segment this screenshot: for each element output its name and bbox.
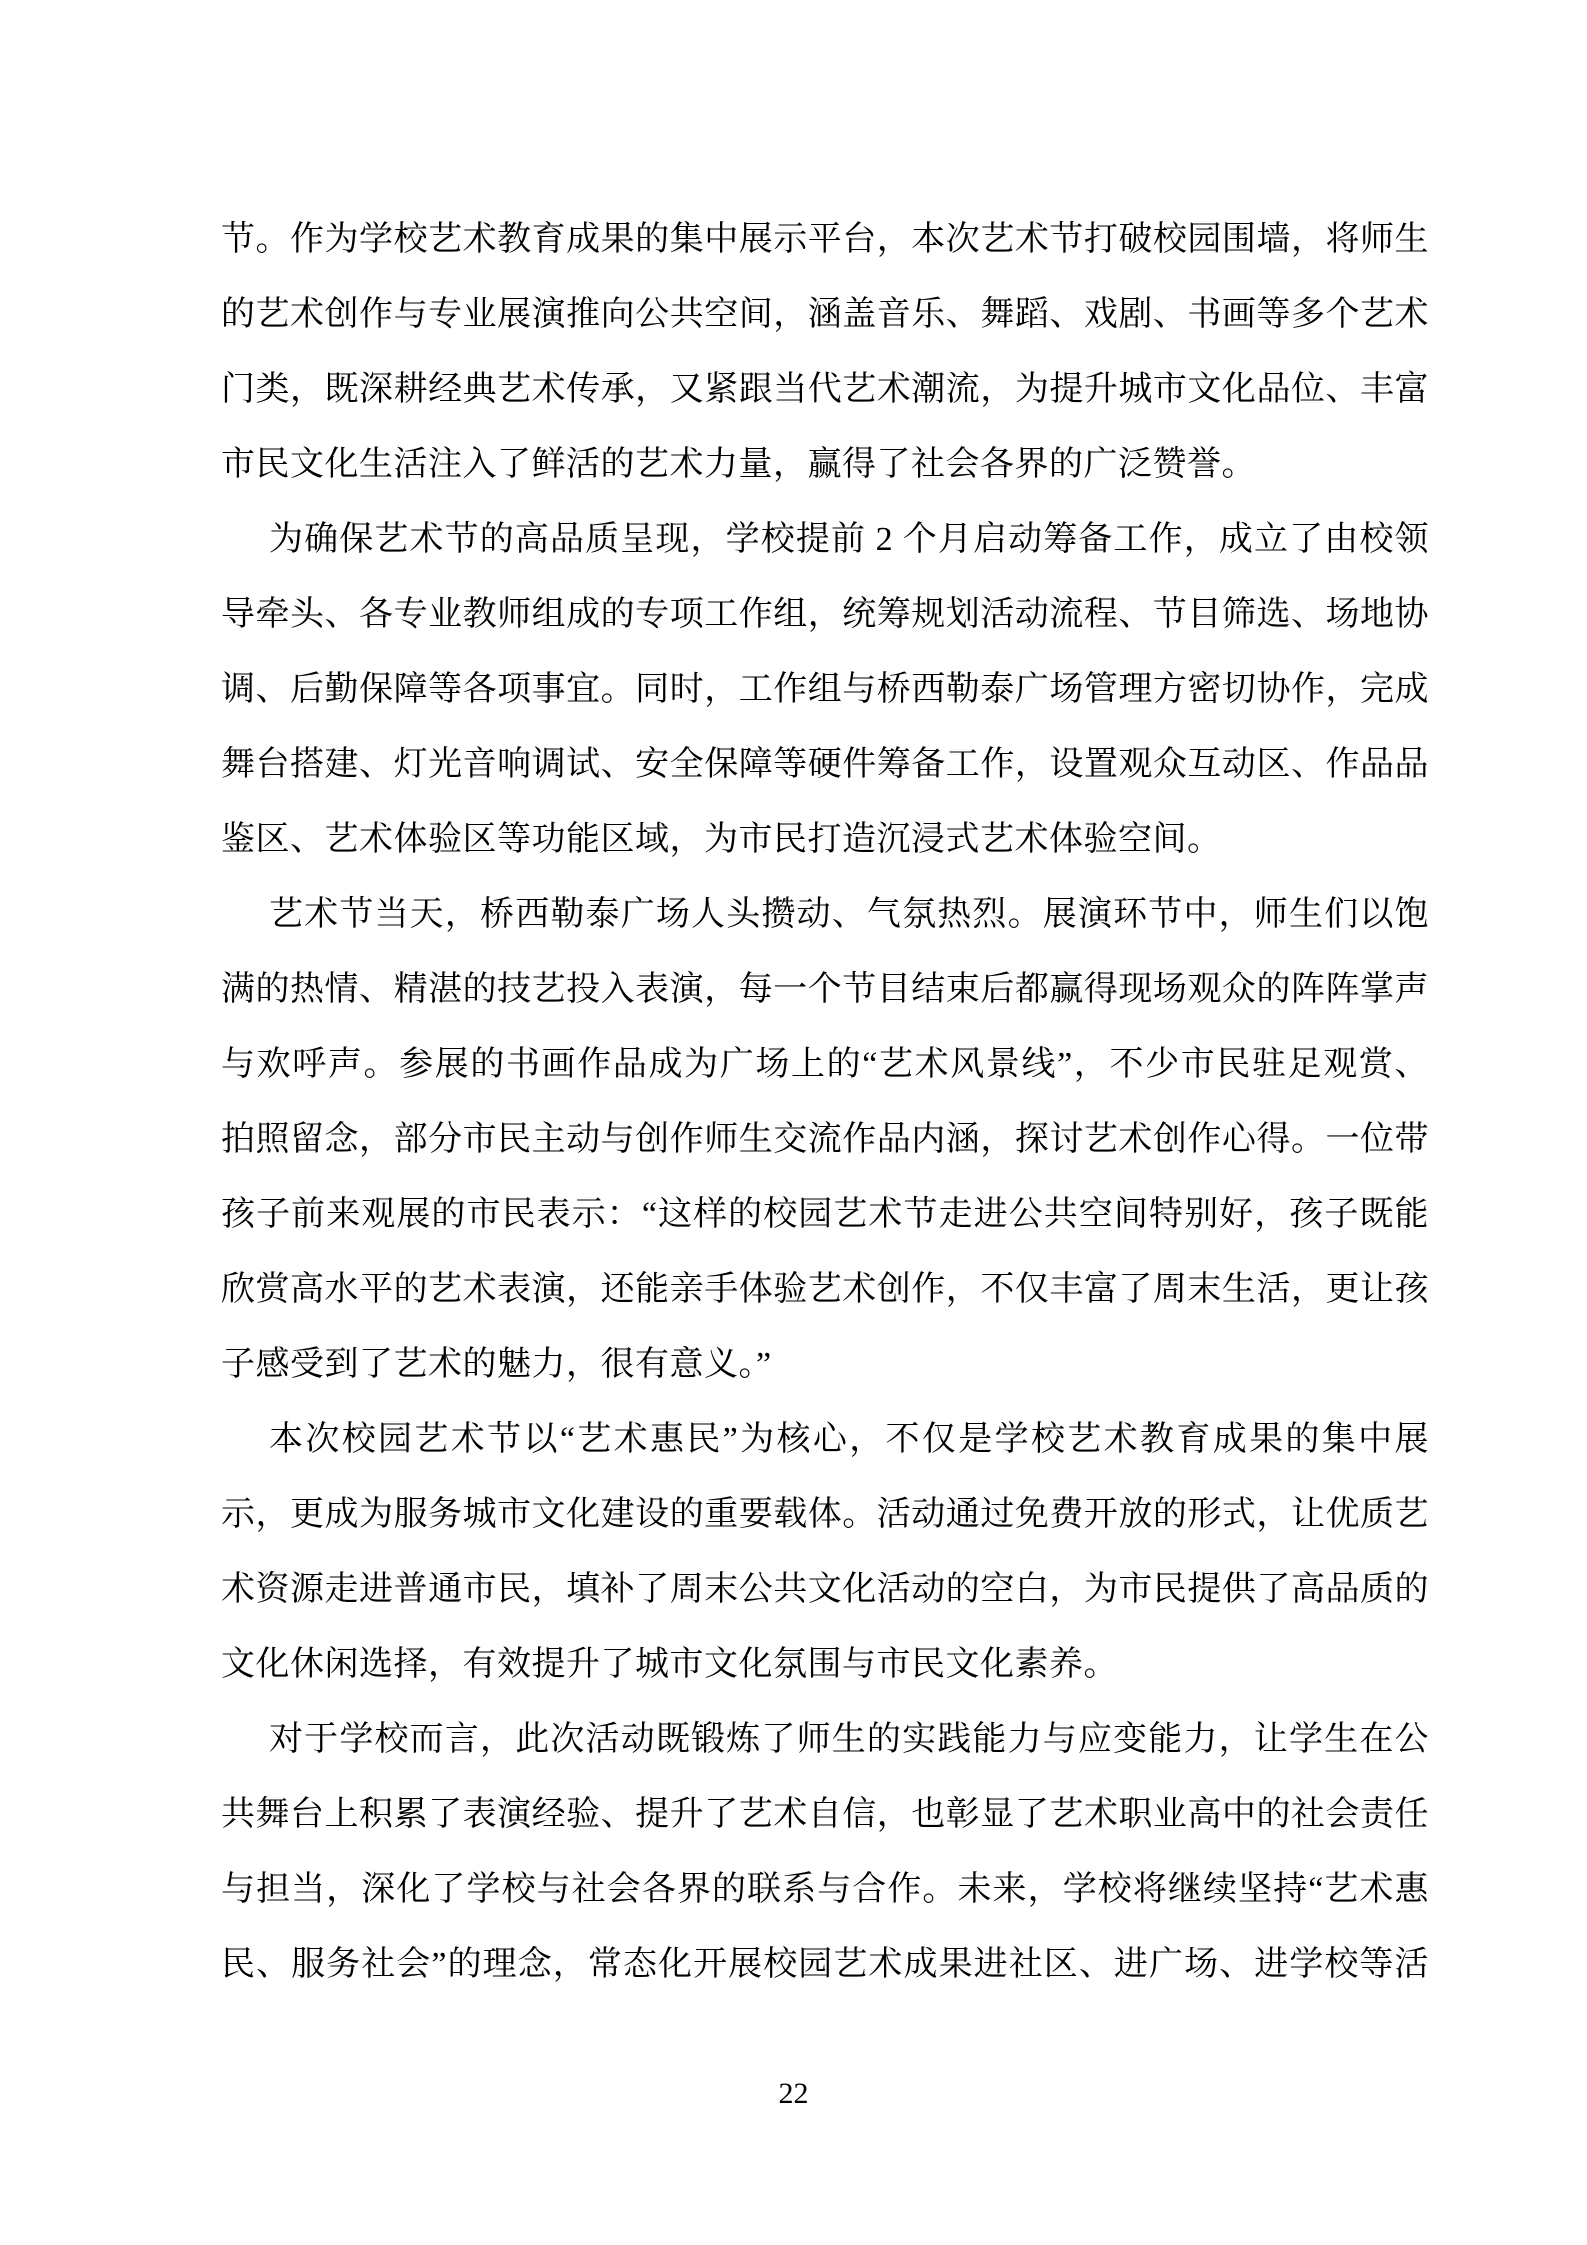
text-line: 市民文化生活注入了鲜活的艺术力量，赢得了社会各界的广泛赞誉。 bbox=[221, 446, 1256, 483]
text-line: 与欢呼声。参展的书画作品成为广场上的“艺术风景线”，不少市民驻足观赏、 bbox=[221, 1046, 1429, 1083]
text-line: 舞台搭建、灯光音响调试、安全保障等硬件筹备工作，设置观众互动区、作品品 bbox=[221, 746, 1429, 783]
text-line: 民、服务社会”的理念，常态化开展校园艺术成果进社区、进广场、进学校等活 bbox=[221, 1946, 1429, 1983]
text-line: 文化休闲选择，有效提升了城市文化氛围与市民文化素养。 bbox=[221, 1646, 1118, 1683]
text-line: 示，更成为服务城市文化建设的重要载体。活动通过免费开放的形式，让优质艺 bbox=[221, 1496, 1429, 1533]
text-line: 导牵头、各专业教师组成的专项工作组，统筹规划活动流程、节目筛选、场地协 bbox=[221, 596, 1429, 633]
text-line: 本次校园艺术节以“艺术惠民”为核心，不仅是学校艺术教育成果的集中展 bbox=[269, 1421, 1429, 1458]
text-line: 为确保艺术节的高品质呈现，学校提前 2 个月启动筹备工作，成立了由校领 bbox=[269, 521, 1429, 558]
text-line: 术资源走进普通市民，填补了周末公共文化活动的空白，为市民提供了高品质的 bbox=[221, 1571, 1429, 1608]
text-line: 对于学校而言，此次活动既锻炼了师生的实践能力与应变能力，让学生在公 bbox=[269, 1721, 1429, 1758]
text-line: 鉴区、艺术体验区等功能区域，为市民打造沉浸式艺术体验空间。 bbox=[221, 821, 1222, 858]
text-line: 共舞台上积累了表演经验、提升了艺术自信，也彰显了艺术职业高中的社会责任 bbox=[221, 1796, 1429, 1833]
text-line: 艺术节当天，桥西勒泰广场人头攒动、气氛热烈。展演环节中，师生们以饱 bbox=[269, 896, 1429, 933]
text-line: 节。作为学校艺术教育成果的集中展示平台，本次艺术节打破校园围墙，将师生 bbox=[221, 221, 1429, 258]
text-line: 满的热情、精湛的技艺投入表演，每一个节目结束后都赢得现场观众的阵阵掌声 bbox=[221, 971, 1429, 1008]
text-line: 门类，既深耕经典艺术传承，又紧跟当代艺术潮流，为提升城市文化品位、丰富 bbox=[221, 371, 1429, 408]
text-line: 与担当，深化了学校与社会各界的联系与合作。未来，学校将继续坚持“艺术惠 bbox=[221, 1871, 1429, 1908]
document-body bbox=[221, 202, 1429, 2002]
page-number: 22 bbox=[778, 2077, 809, 2110]
text-line: 孩子前来观展的市民表示：“这样的校园艺术节走进公共空间特别好，孩子既能 bbox=[221, 1196, 1429, 1233]
text-line: 拍照留念，部分市民主动与创作师生交流作品内涵，探讨艺术创作心得。一位带 bbox=[221, 1121, 1429, 1158]
text-line: 子感受到了艺术的魅力，很有意义。” bbox=[221, 1346, 772, 1383]
text-line: 的艺术创作与专业展演推向公共空间，涵盖音乐、舞蹈、戏剧、书画等多个艺术 bbox=[221, 296, 1429, 333]
text-line: 欣赏高水平的艺术表演，还能亲手体验艺术创作，不仅丰富了周末生活，更让孩 bbox=[221, 1271, 1429, 1308]
text-line: 调、后勤保障等各项事宜。同时，工作组与桥西勒泰广场管理方密切协作，完成 bbox=[221, 671, 1429, 708]
